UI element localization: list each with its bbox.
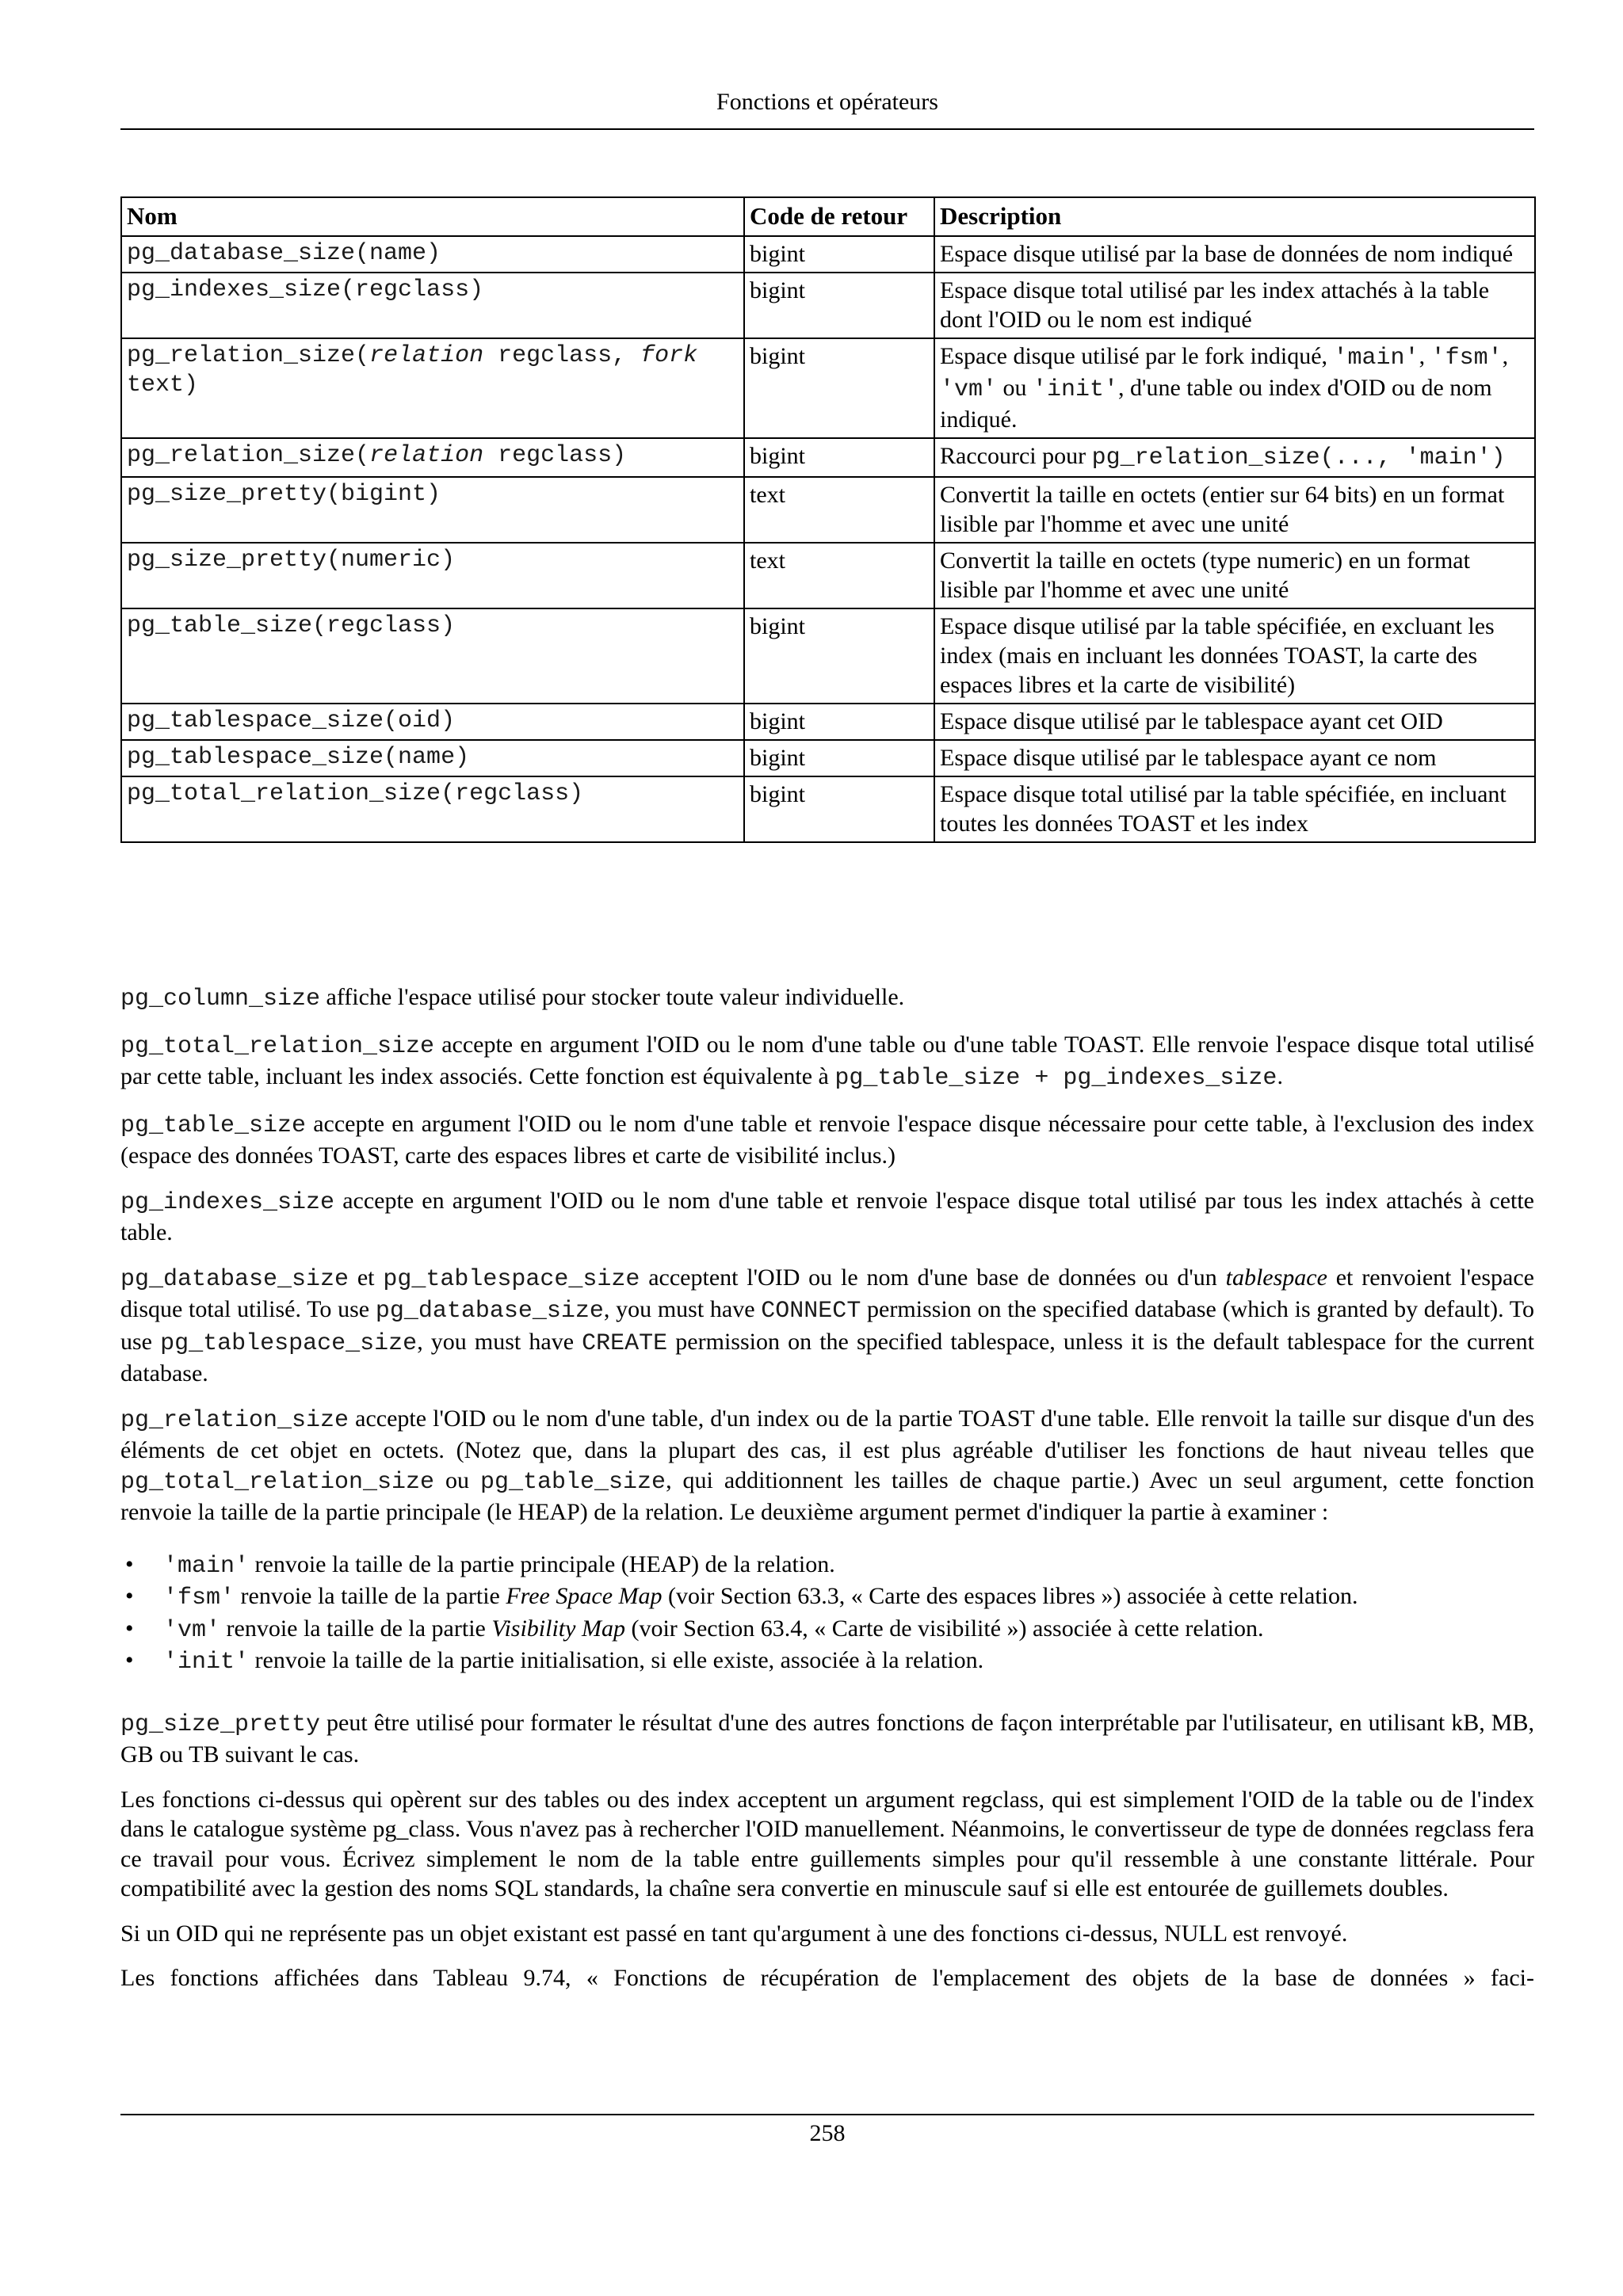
text: , you must have <box>603 1296 762 1322</box>
inline-code: CONNECT <box>761 1298 861 1325</box>
paragraph-null-oid: Si un OID qui ne représente pas un objet existant est passé en tant qu'argument à une des fonctions ci-dessus, NULL est renvoyé. <box>120 1920 1348 1947</box>
emphasis: tablespace <box>1225 1264 1327 1291</box>
inline-code: pg_indexes_size <box>120 1188 335 1216</box>
text: et <box>349 1264 384 1291</box>
paragraph-regclass: Les fonctions ci-dessus qui opèrent sur des tables ou des index acceptent un argument regclass, qui est simplement l'OID de la table ou de l'index dans le catalogue système pg_class. Vous n'avez pas à rechercher l'OID manuellement. Néanmoins, le convertisseur de type de données regclass fera ce travail pour vous. Écrivez simplement le nom de la table entre guillements simples pour qu'il ressemble à une constante littérale. Pour compatibilité avec la gestion des noms SQL standards, la chaîne sera convertie en minuscule sauf si elle est entourée de guillemets doubles. <box>120 1786 1534 1901</box>
text: permission on the specified tablespace, unless it is the default tablespace for the current database. <box>120 1328 1535 1386</box>
inline-code: pg_tablespace_size <box>160 1329 418 1357</box>
text: (voir Section 63.4, « Carte de visibilité ») associée à cette relation. <box>624 1615 1264 1642</box>
text: accepte l'OID ou le nom d'une table, d'un index ou de la partie TOAST d'une table. Elle renvoit la taille sur disque d'un des éléments de cet objet en octets. (Notez que, dans la plupart des cas, il est plus agréable d'utiliser les fonctions de haut niveau telles que <box>120 1405 1534 1463</box>
column-header-description: Description <box>934 197 1535 236</box>
function-description: Espace disque utilisé par le tablespace ayant ce nom <box>934 740 1535 776</box>
text: , qui additionnent les tailles de chaque partie.) Avec un seul argument, cette fonction renvoie la taille de la partie principale (le HEAP) de la relation. Le deuxième argument permet d'indiquer la partie à examiner : <box>120 1466 1535 1525</box>
table-row <box>121 438 1535 477</box>
header-rule <box>120 128 1534 130</box>
table-row <box>121 273 1535 338</box>
table-row <box>121 236 1535 273</box>
inline-code: pg_total_relation_size <box>120 1468 435 1496</box>
return-type: bigint <box>744 776 934 842</box>
running-header: Fonctions et opérateurs <box>716 89 938 115</box>
return-type: bigint <box>744 438 934 477</box>
paragraph-indexes-size <box>120 1186 1534 1248</box>
inline-code: pg_column_size <box>120 986 321 1013</box>
function-description: Espace disque utilisé par le tablespace ayant cet OID <box>934 704 1535 740</box>
desc-text: ou <box>997 375 1033 401</box>
text: ou <box>434 1466 481 1493</box>
return-type: text <box>744 543 934 608</box>
function-description: Espace disque utilisé par la table spécifiée, en excluant les index (mais en incluant les données TOAST, la carte des espaces libres et la carte de visibilité) <box>934 608 1535 704</box>
return-type: text <box>744 477 934 543</box>
function-name <box>121 338 744 438</box>
fn-part: pg_relation_size( <box>127 442 370 469</box>
paragraph-database-size <box>120 1263 1534 1389</box>
inline-code: pg_table_size <box>480 1468 666 1496</box>
paragraph-relation-size <box>120 1404 1534 1527</box>
functions-table <box>120 196 1536 843</box>
emphasis: Free Space Map <box>506 1583 663 1609</box>
function-name: pg_total_relation_size(regclass) <box>121 776 744 842</box>
fn-param: relation <box>369 442 484 469</box>
return-type: bigint <box>744 740 934 776</box>
function-name: pg_table_size(regclass) <box>121 608 744 704</box>
text: renvoie la taille de la partie principale (HEAP) de la relation. <box>249 1550 835 1577</box>
paragraph-location-functions: Les fonctions affichées dans Tableau 9.74, « Fonctions de récupération de l'emplacement des objets de la base de données » faci- <box>120 1965 1534 1991</box>
return-type: bigint <box>744 273 934 338</box>
desc-code: 'fsm' <box>1430 345 1503 372</box>
inline-code: 'fsm' <box>163 1585 235 1611</box>
text: renvoie la taille de la partie initialisation, si elle existe, associée à la relation. <box>249 1647 984 1673</box>
table-row <box>121 338 1535 438</box>
desc-text: , <box>1502 343 1509 369</box>
inline-code: CREATE <box>582 1329 668 1357</box>
function-name: pg_size_pretty(numeric) <box>121 543 744 608</box>
page-number: 258 <box>809 2120 846 2146</box>
text: accepte en argument l'OID ou le nom d'une table ou d'une table TOAST. Elle renvoie l'espace disque total utilisé par cette table, incluant les index associés. Cette fonction est équivalente à <box>120 1031 1534 1089</box>
table-row <box>121 477 1535 543</box>
inline-code: pg_database_size <box>375 1298 604 1325</box>
function-description: Convertit la taille en octets (type numeric) en un format lisible par l'homme et avec une unité <box>934 543 1535 608</box>
table-header-row <box>121 197 1535 236</box>
function-name <box>121 438 744 477</box>
fn-part: pg_relation_size( <box>127 342 370 369</box>
desc-code: pg_relation_size(..., 'main') <box>1091 444 1506 471</box>
paragraph-column-size <box>120 982 1534 1015</box>
function-description: Espace disque total utilisé par la table spécifiée, en incluant toutes les données TOAST et les index <box>934 776 1535 842</box>
function-description: Espace disque total utilisé par les index attachés à la table dont l'OID ou le nom est indiqué <box>934 273 1535 338</box>
desc-code: 'init' <box>1033 376 1119 403</box>
text: accepte en argument l'OID ou le nom d'une table et renvoie l'espace disque nécessaire pour cette table, à l'exclusion des index (espace des données TOAST, carte des espaces libres et carte de visibilité inclus.) <box>120 1110 1534 1169</box>
text: peut être utilisé pour formater le résultat d'une des autres fonctions de façon interprétable par l'utilisateur, en utilisant kB, MB, GB ou TB suivant le cas. <box>120 1709 1534 1768</box>
text: , you must have <box>417 1328 582 1355</box>
function-name: pg_database_size(name) <box>121 236 744 273</box>
inline-code: pg_relation_size <box>120 1406 349 1434</box>
function-name: pg_tablespace_size(name) <box>121 740 744 776</box>
inline-code: pg_database_size <box>120 1265 349 1293</box>
function-description <box>934 338 1535 438</box>
text: (voir Section 63.3, « Carte des espaces libres ») associée à cette relation. <box>662 1583 1358 1609</box>
footer-rule <box>120 2114 1534 2115</box>
table-row <box>121 704 1535 740</box>
text: renvoie la taille de la partie <box>235 1583 506 1609</box>
inline-code: pg_table_size <box>120 1112 307 1139</box>
fn-param: relation <box>369 342 484 369</box>
inline-code: pg_total_relation_size <box>120 1032 435 1060</box>
return-type: bigint <box>744 236 934 273</box>
text: . <box>1277 1063 1283 1089</box>
return-type: bigint <box>744 338 934 438</box>
inline-code: 'main' <box>163 1552 250 1580</box>
inline-code: pg_tablespace_size <box>383 1265 640 1293</box>
desc-text: , d'une table ou index d'OID ou de nom indiqué. <box>940 375 1492 433</box>
text: acceptent l'OID ou le nom d'une base de données ou d'un <box>640 1264 1226 1291</box>
text: renvoie la taille de la partie <box>220 1615 492 1642</box>
list-item <box>120 1550 1534 1582</box>
function-name: pg_size_pretty(bigint) <box>121 477 744 543</box>
body-text <box>120 982 1534 2008</box>
list-item <box>120 1581 1534 1614</box>
list-item <box>120 1646 1534 1678</box>
fn-part: regclass) <box>483 442 627 469</box>
inline-code: 'init' <box>163 1649 250 1676</box>
column-header-name: Nom <box>121 197 744 236</box>
table-row <box>121 776 1535 842</box>
function-description: Espace disque utilisé par la base de données de nom indiqué <box>934 236 1535 273</box>
inline-code: pg_size_pretty <box>120 1711 321 1738</box>
fn-part: regclass, <box>483 342 641 369</box>
desc-text: Espace disque utilisé par le fork indiqué, <box>940 343 1334 369</box>
text: et renvoient l'espace disque total utilisé. To use <box>120 1264 1534 1322</box>
paragraph-size-pretty <box>120 1708 1534 1770</box>
desc-text: , <box>1419 343 1431 369</box>
return-type: bigint <box>744 704 934 740</box>
text: permission on the specified database (which is granted by default). To use <box>120 1296 1535 1355</box>
fn-param: fork <box>640 342 698 369</box>
text: accepte en argument l'OID ou le nom d'une table et renvoie l'espace disque total utilisé par tous les index attachés à cette table. <box>120 1187 1534 1245</box>
fn-part: text) <box>127 372 199 399</box>
function-description <box>934 438 1535 477</box>
paragraph-table-size <box>120 1109 1534 1171</box>
table-row <box>121 608 1535 704</box>
desc-code: 'main' <box>1333 345 1419 372</box>
inline-code: 'vm' <box>163 1616 221 1644</box>
function-name: pg_tablespace_size(oid) <box>121 704 744 740</box>
return-type: bigint <box>744 608 934 704</box>
table-row <box>121 543 1535 608</box>
emphasis: Visibility Map <box>491 1615 625 1642</box>
desc-text: Raccourci pour <box>940 443 1092 469</box>
inline-code: pg_table_size + pg_indexes_size <box>834 1065 1277 1092</box>
function-description: Convertit la taille en octets (entier sur 64 bits) en un format lisible par l'homme et avec une unité <box>934 477 1535 543</box>
list-item <box>120 1614 1534 1646</box>
fork-list <box>120 1550 1534 1678</box>
desc-code: 'vm' <box>940 376 998 403</box>
function-name: pg_indexes_size(regclass) <box>121 273 744 338</box>
table-row <box>121 740 1535 776</box>
text: affiche l'espace utilisé pour stocker toute valeur individuelle. <box>320 984 905 1010</box>
column-header-return: Code de retour <box>744 197 934 236</box>
paragraph-total-relation-size <box>120 1030 1534 1094</box>
